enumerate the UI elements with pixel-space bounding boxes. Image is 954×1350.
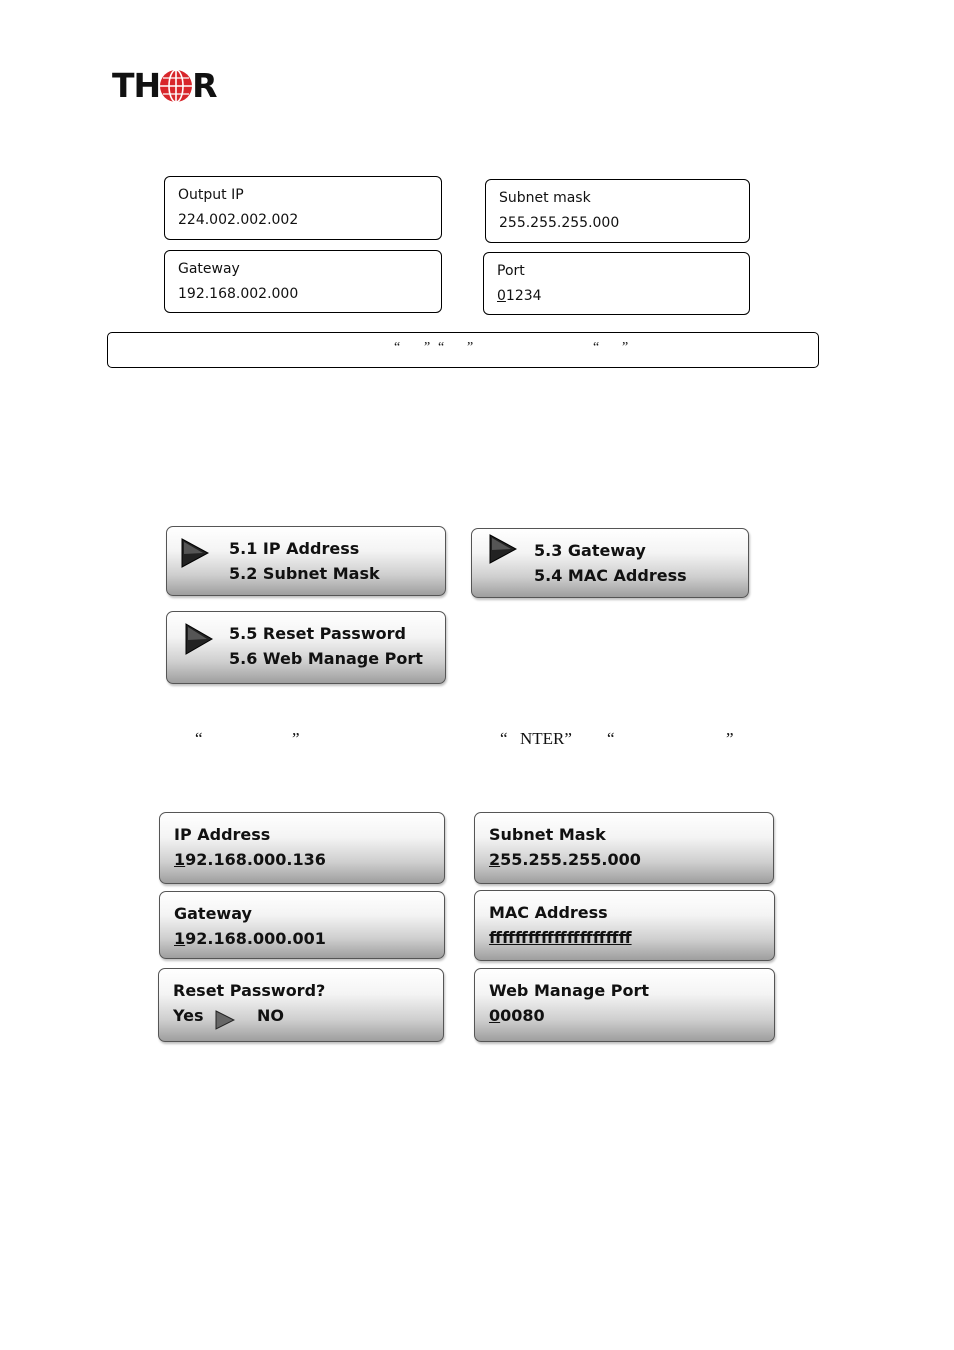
output-ip-label: Output IP — [178, 187, 244, 203]
port-panel — [483, 252, 750, 315]
gateway-value-rest: 92.168.000.001 — [185, 929, 326, 948]
web-manage-port-value — [489, 1006, 545, 1025]
menu-item-web-manage-port: 5.6 Web Manage Port — [229, 649, 423, 668]
note-quote-close-1: ” — [292, 729, 300, 748]
quote-close-2: ” — [467, 340, 474, 355]
subnet-mask-value-rest: 55.255.255.000 — [500, 850, 641, 869]
gateway-cursor-digit: 1 — [174, 929, 186, 948]
gateway-label: Gateway — [178, 261, 240, 277]
web-manage-port-value-rest: 0080 — [500, 1006, 545, 1025]
gateway-setting-panel — [159, 891, 445, 959]
gateway-panel — [164, 250, 442, 313]
instruction-bar — [107, 332, 819, 368]
globe-icon — [159, 67, 193, 105]
thor-logo — [112, 66, 217, 106]
port-cursor-digit: 0 — [497, 288, 506, 304]
ip-address-value-rest: 92.168.000.136 — [185, 850, 326, 869]
quote-open-3: “ — [593, 340, 600, 355]
menu-panel-5-1 — [166, 526, 446, 596]
note-quote-open-enter: “ — [500, 729, 508, 748]
gateway-value: 192.168.002.000 — [178, 286, 299, 302]
menu-panel-5-3 — [471, 528, 749, 598]
selection-arrow-icon — [215, 1010, 235, 1030]
menu-panel-5-5 — [166, 611, 446, 684]
reset-password-no: NO — [257, 1006, 284, 1025]
web-manage-port-label: Web Manage Port — [489, 981, 649, 1000]
subnet-mask-setting-panel — [474, 812, 774, 884]
output-ip-panel — [164, 176, 442, 240]
gateway-setting-label: Gateway — [174, 904, 252, 923]
ip-address-label: IP Address — [174, 825, 271, 844]
port-value-rest: 1234 — [505, 288, 542, 304]
reset-password-label: Reset Password? — [173, 981, 326, 1000]
menu-item-subnet-mask: 5.2 Subnet Mask — [229, 564, 380, 583]
output-ip-value: 224.002.002.002 — [178, 212, 299, 228]
quote-close-1: ” — [424, 340, 431, 355]
quote-open-2: “ — [438, 340, 445, 355]
subnet-mask-cursor-digit: 2 — [489, 850, 501, 869]
mac-address-label: MAC Address — [489, 903, 608, 922]
note-quote-close-2: ” — [726, 729, 734, 748]
reset-password-yes: Yes — [173, 1006, 204, 1025]
port-value — [497, 288, 542, 304]
web-manage-port-cursor-digit: 0 — [489, 1006, 501, 1025]
menu-item-mac-address: 5.4 MAC Address — [534, 566, 687, 585]
mac-address-value: ffffffffffffffffffffff — [489, 928, 632, 947]
subnet-mask-value: 255.255.255.000 — [499, 215, 620, 231]
logo-text-left: TH — [112, 66, 161, 105]
reset-password-panel — [158, 968, 444, 1042]
selection-arrow-icon — [489, 534, 517, 564]
menu-item-reset-password: 5.5 Reset Password — [229, 624, 406, 643]
quote-open-1: “ — [394, 340, 401, 355]
note-quote-open-1: “ — [195, 729, 203, 748]
note-quote-open-2: “ — [607, 729, 615, 748]
subnet-mask-panel — [485, 179, 750, 243]
port-label: Port — [497, 263, 525, 279]
note-enter-text: NTER” — [520, 729, 572, 748]
menu-item-gateway: 5.3 Gateway — [534, 541, 646, 560]
ip-address-value — [174, 850, 326, 869]
selection-arrow-icon — [185, 623, 213, 655]
menu-item-ip-address: 5.1 IP Address — [229, 539, 360, 558]
selection-arrow-icon — [181, 538, 209, 568]
ip-address-panel — [159, 812, 445, 884]
web-manage-port-panel — [474, 968, 775, 1042]
ip-address-cursor-digit: 1 — [174, 850, 186, 869]
subnet-mask-setting-label: Subnet Mask — [489, 825, 606, 844]
mac-address-panel — [474, 890, 775, 961]
gateway-setting-value — [174, 929, 326, 948]
subnet-mask-setting-value — [489, 850, 641, 869]
logo-text-right: R — [192, 66, 217, 105]
subnet-mask-label: Subnet mask — [499, 190, 591, 206]
quote-close-3: ” — [622, 340, 629, 355]
